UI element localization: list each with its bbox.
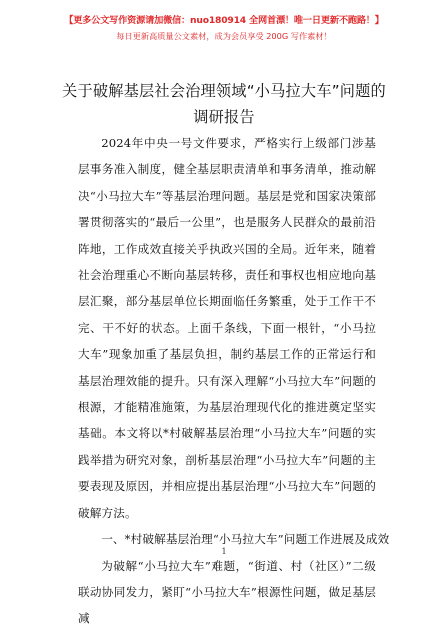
body-paragraph: 2024年中央一号文件要求，严格实行上级部门涉基层事务准入制度，健全基层职责清单和事务清单，推动解决“小马拉大车”等基层治理问题。基层是党和国家决策部署贯彻落实的“最后一公里”，也是服务人民群众的最前沿阵地，工作成效直接关乎执政兴国的全局。近年来，随着社会治理重心不断向基层转移，责任和事权也相应地向基层汇聚，部分基层单位长期面临任务繁重，处于工作干不完、干不好的状态。上面千条线，下面一根针，“小马拉大车”现象加重了基层负担，制约基层工作的正常运行和基层治理效能的提升。只有深入理解“小马拉大车”问题的根源，才能精准施策，为基层治理现代化的推进奠定坚实基础。本文将以*村破解基层治理“小马拉大车”问题的实践举措为研究对象，剖析基层治理“小马拉大车”问题的主要表现及原因，并相应提出基层治理“小马拉大车”问题的破解方法。 (78, 136, 376, 520)
document-title: 关于破解基层社会治理领域“小马拉大车”问题的调研报告 (62, 82, 386, 126)
document-body (78, 130, 390, 632)
body-paragraph: 为破解“小马拉大车”难题，“街道、村（社区）”二级联动协同发力，紧盯“小马拉大车”根源性问题，做足基层减 (78, 558, 376, 626)
promo-banner (0, 14, 448, 42)
section-heading: 一、*村破解基层治理“小马拉大车”问题工作进展及成效 (101, 532, 390, 547)
promo-line-1: 【更多公文写作资源请加微信：nuo180914 全网首漂！唯一日更新不跑路！】 (64, 15, 384, 26)
promo-line-2: 每日更新高质量公文素材，成为会员享受 200G 写作素材！ (116, 31, 332, 41)
page-number: 1 (221, 547, 227, 556)
